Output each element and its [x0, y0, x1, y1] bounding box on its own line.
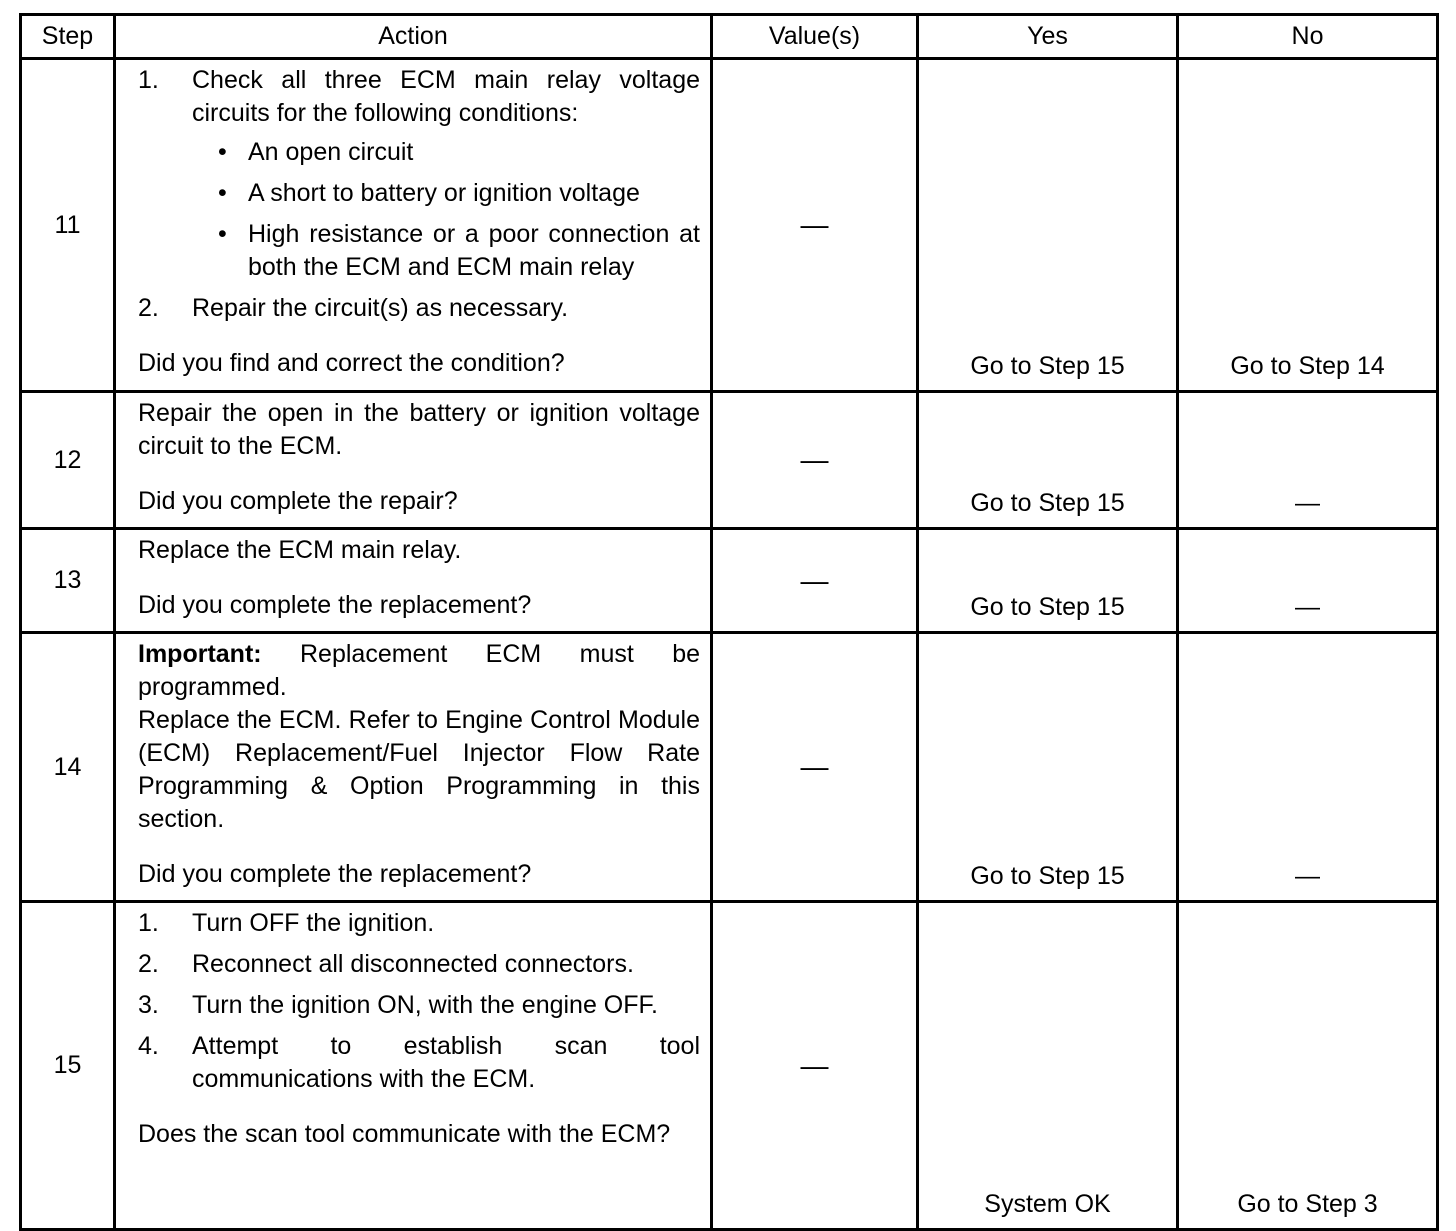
action-text: Repair the open in the battery or ignition voltage circuit to the ECM. [138, 399, 700, 460]
item-number: 1. [138, 909, 159, 937]
item-number: 4. [138, 1032, 159, 1060]
yes-cell: System OK [918, 902, 1178, 1230]
list-item [138, 64, 700, 130]
table-row [21, 902, 1438, 1230]
item-text: Turn OFF the ignition. [192, 909, 435, 937]
item-text: Attempt to establish scan tool communications with the ECM. [192, 1032, 700, 1093]
question-text: Did you complete the repair? [138, 487, 458, 515]
item-number: 2. [138, 294, 159, 322]
header-no: No [1178, 15, 1438, 59]
list-item [138, 292, 700, 325]
action-text: Replace the ECM main relay. [138, 536, 462, 564]
bullet-item [218, 177, 700, 210]
list-item [138, 989, 700, 1022]
important-text: Replacement ECM must be programmed. [138, 640, 700, 701]
value-cell: — [712, 633, 918, 902]
value-cell: — [712, 392, 918, 529]
item-text: Repair the circuit(s) as necessary. [192, 294, 569, 322]
important-label: Important: [138, 640, 262, 668]
step-number: 14 [21, 633, 115, 902]
action-cell [115, 633, 712, 902]
step-number: 11 [21, 59, 115, 392]
table-row [21, 633, 1438, 902]
no-cell: Go to Step 3 [1178, 902, 1438, 1230]
action-cell [115, 59, 712, 392]
step-number: 13 [21, 529, 115, 633]
no-cell: Go to Step 14 [1178, 59, 1438, 392]
action-cell [115, 529, 712, 633]
item-number: 2. [138, 950, 159, 978]
header-values: Value(s) [712, 15, 918, 59]
yes-cell: Go to Step 15 [918, 59, 1178, 392]
bullet-item [218, 218, 700, 284]
question-text: Does the scan tool communicate with the ECM? [138, 1120, 671, 1148]
step-number: 15 [21, 902, 115, 1230]
header-yes: Yes [918, 15, 1178, 59]
yes-cell: Go to Step 15 [918, 633, 1178, 902]
value-cell: — [712, 902, 918, 1230]
bullet-text: An open circuit [248, 138, 414, 166]
item-text: Turn the ignition ON, with the engine OFF. [192, 991, 658, 1019]
yes-cell: Go to Step 15 [918, 392, 1178, 529]
header-step: Step [21, 15, 115, 59]
important-note [138, 638, 700, 704]
list-item [138, 1030, 700, 1096]
action-text: Replace the ECM. Refer to Engine Control Module (ECM) Replacement/Fuel Injector Flow Rate Programming & Option Programming in this section. [138, 706, 700, 833]
yes-cell: Go to Step 15 [918, 529, 1178, 633]
action-cell [115, 902, 712, 1230]
bullet-text: High resistance or a poor connection at both the ECM and ECM main relay [248, 220, 700, 281]
table-row [21, 392, 1438, 529]
step-number: 12 [21, 392, 115, 529]
list-item [138, 907, 700, 940]
bullet-text: A short to battery or ignition voltage [248, 179, 640, 207]
bullet-mark: • [218, 179, 227, 207]
list-item [138, 948, 700, 981]
table-row [21, 59, 1438, 392]
diagnostic-table [19, 13, 1439, 1231]
header-row [21, 15, 1438, 59]
question-text: Did you complete the replacement? [138, 591, 532, 619]
bullet-mark: • [218, 138, 227, 166]
item-text: Reconnect all disconnected connectors. [192, 950, 634, 978]
header-action: Action [115, 15, 712, 59]
action-cell [115, 392, 712, 529]
question-text: Did you find and correct the condition? [138, 349, 565, 377]
table-row [21, 529, 1438, 633]
bullet-mark: • [218, 220, 227, 248]
item-number: 3. [138, 991, 159, 1019]
value-cell: — [712, 59, 918, 392]
question-text: Did you complete the replacement? [138, 860, 532, 888]
bullet-item [218, 136, 700, 169]
item-number: 1. [138, 66, 159, 94]
value-cell: — [712, 529, 918, 633]
no-cell: — [1178, 633, 1438, 902]
no-cell: — [1178, 392, 1438, 529]
no-cell: — [1178, 529, 1438, 633]
item-text: Check all three ECM main relay voltage circuits for the following conditions: [192, 66, 700, 127]
